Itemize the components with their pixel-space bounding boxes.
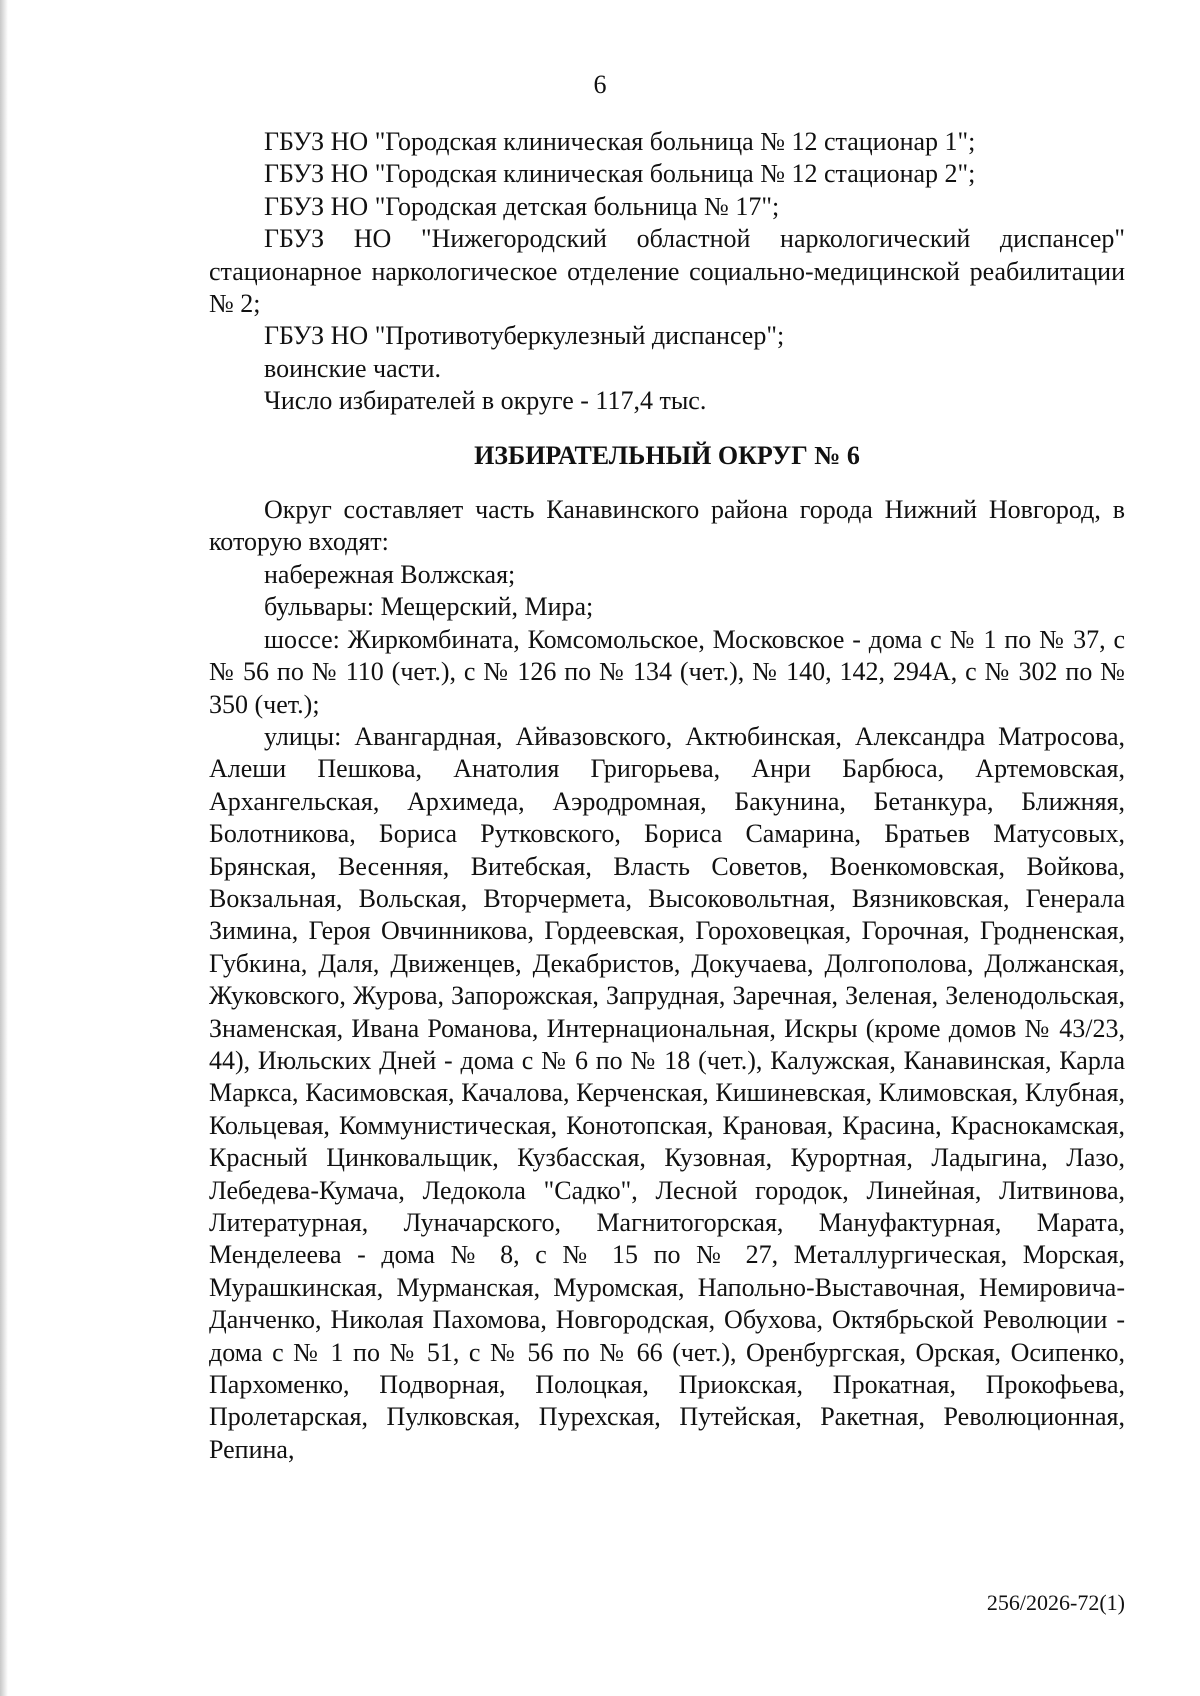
- paragraph-tuberculosis-dispensary: ГБУЗ НО "Противотуберкулезный диспансер";: [264, 321, 785, 351]
- footer-document-code: 256/2026-72(1): [986, 1590, 1125, 1615]
- paragraph-children-hospital-17: ГБУЗ НО "Городская детская больница № 17";: [264, 191, 780, 221]
- document-body: [209, 126, 1125, 1466]
- paragraph-highways: шоссе: Жиркомбината, Комсомольское, Московское - дома с № 1 по № 37, с № 56 по № 110 (чет.), с № 126 по № 134 (чет.), № 140, 142, 294А, с № 302 по № 350 (чет.);: [209, 624, 1125, 719]
- section-heading: ИЗБИРАТЕЛЬНЫЙ ОКРУГ № 6: [474, 440, 860, 470]
- paragraph-district-intro: Округ составляет часть Канавинского района города Нижний Новгород, в которую входят:: [209, 495, 1125, 557]
- paragraph-voter-count: Число избирателей в округе - 117,4 тыс.: [264, 386, 707, 416]
- paragraph-streets: улицы: Авангардная, Айвазовского, Актюбинская, Александра Матросова, Алеши Пешкова, Анатолия Григорьева, Анри Барбюса, Артемовская, Архангельская, Архимеда, Аэродромная, Бакунина, Бетанкура, Ближняя, Болотникова, Бориса Рутковского, Бориса Самарина, Братьев Матусовых, Брянская, Весенняя, Витебская, Власть Советов, Военкомовская, Войкова, Вокзальная, Вольская, Вторчермета, Высоковольтная, Вязниковская, Генерала Зимина, Героя Овчинникова, Гордеевская, Гороховецкая, Горочная, Гродненская, Губкина, Даля, Движенцев, Декабристов, Докучаева, Долгополова, Должанская, Жуковского, Журова, Запорожская, Запрудная, Заречная, Зеленая, Зеленодольская, Знаменская, Ивана Романова, Интернациональная, Искры (кроме домов № 43/23, 44), Июльских Дней - дома с № 6 по № 18 (чет.), Калужская, Канавинская, Карла Маркса, Касимовская, Качалова, Керченская, Кишиневская, Климовская, Клубная, Кольцевая, Коммунистическая, Конотопская, Крановая, Красина, Краснокамская, Красный Цинковальщик, Кузбасская, Кузовная, Курортная, Ладыгина, Лазо, Лебедева-Кумача, Ледокола "Садко", Лесной городок, Линейная, Литвинова, Литературная, Луначарского, Магнитогорская, Мануфактурная, Марата, Менделеева - дома № 8, с № 15 по № 27, Металлургическая, Морская, Мурашкинская, Мурманская, Муромская, Напольно-Выставочная, Немировича-Данченко, Николая Пахомова, Новгородская, Обухова, Октябрьской Революции - дома с № 1 по № 51, с № 56 по № 66 (чет.), Оренбургская, Орская, Осипенко, Пархоменко, Подворная, Полоцкая, Приокская, Прокатная, Прокофьева, Пролетарская, Пулковская, Пурехская, Путейская, Ракетная, Революционная, Репина,: [209, 721, 1125, 1464]
- paragraph-boulevards: бульвары: Мещерский, Мира;: [264, 592, 594, 622]
- scan-edge-shadow: [0, 0, 8, 1696]
- paragraph-military-units: воинские части.: [264, 353, 441, 383]
- paragraph-hospital-12-2: ГБУЗ НО "Городская клиническая больница № 12 стационар 2";: [264, 159, 976, 189]
- paragraph-embankment: набережная Волжская;: [264, 559, 516, 589]
- page-number: 6: [593, 70, 607, 99]
- paragraph-hospital-12-1: ГБУЗ НО "Городская клиническая больница № 12 стационар 1";: [264, 127, 976, 156]
- paragraph-narcology-dispensary: ГБУЗ НО "Нижегородский областной наркологический диспансер" стационарное наркологическое отделение социально-медицинской реабилитации № 2;: [209, 224, 1125, 319]
